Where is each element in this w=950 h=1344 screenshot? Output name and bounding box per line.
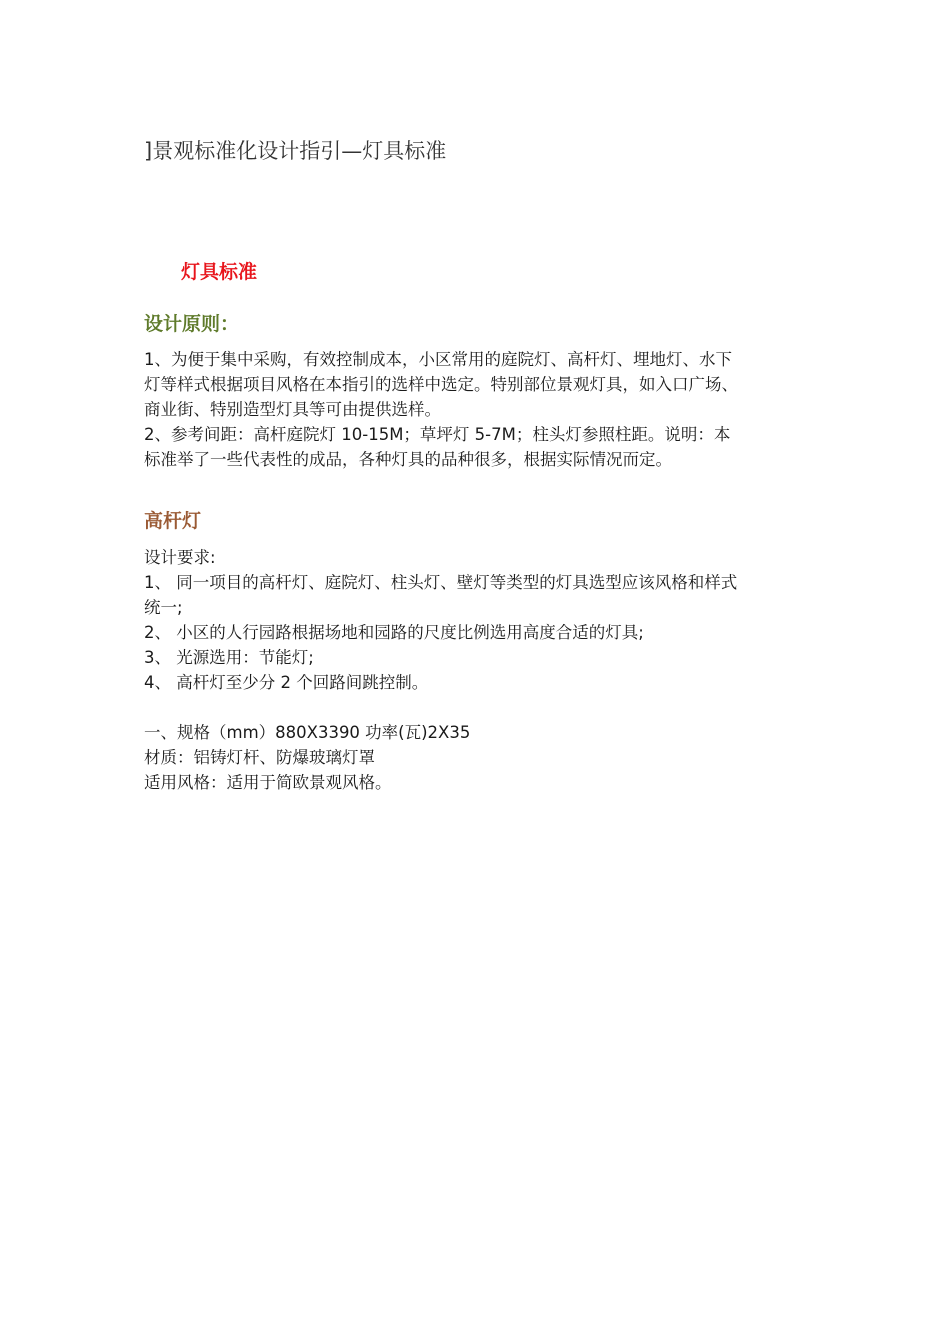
principles-line: 标准举了一些代表性的成品，各种灯具的品种很多，根据实际情况而定。 — [144, 450, 672, 469]
principles-line: 灯等样式根据项目风格在本指引的选样中选定。特别部位景观灯具，如入口广场、 — [144, 375, 738, 394]
requirements-line: 2、 小区的人行园路根据场地和园路的尺度比例选用高度合适的灯具; — [144, 623, 644, 642]
high-pole-lamp-heading: 高杆灯 — [144, 510, 202, 532]
principles-heading: 设计原则： — [144, 313, 240, 335]
spec-line: 材质：铝铸灯杆、防爆玻璃灯罩 — [144, 748, 375, 767]
document-title: ]景观标准化设计指引—灯具标准 — [144, 139, 447, 163]
principles-line: 2、参考间距：高杆庭院灯 10-15M；草坪灯 5-7M；柱头灯参照柱距。说明：本 — [144, 425, 731, 444]
requirements-line: 1、 同一项目的高杆灯、庭院灯、柱头灯、壁灯等类型的灯具选型应该风格和样式 — [144, 573, 738, 592]
design-requirements — [144, 545, 812, 695]
lamp-specifications — [144, 720, 812, 795]
requirements-line: 设计要求: — [144, 548, 216, 567]
principles-line: 商业街、特别造型灯具等可由提供选样。 — [144, 400, 441, 419]
principles-line: 1、为便于集中采购，有效控制成本，小区常用的庭院灯、高杆灯、埋地灯、水下 — [144, 350, 732, 369]
principles-paragraph — [144, 347, 812, 472]
requirements-line: 4、 高杆灯至少分 2 个回路间跳控制。 — [144, 673, 429, 692]
requirements-line: 统一; — [144, 598, 183, 617]
section-title: 灯具标准 — [181, 261, 258, 283]
spec-line: 适用风格：适用于简欧景观风格。 — [144, 773, 392, 792]
spec-line: 一、规格（mm）880X3390 功率(瓦)2X35 — [144, 723, 471, 742]
requirements-line: 3、 光源选用：节能灯; — [144, 648, 314, 667]
